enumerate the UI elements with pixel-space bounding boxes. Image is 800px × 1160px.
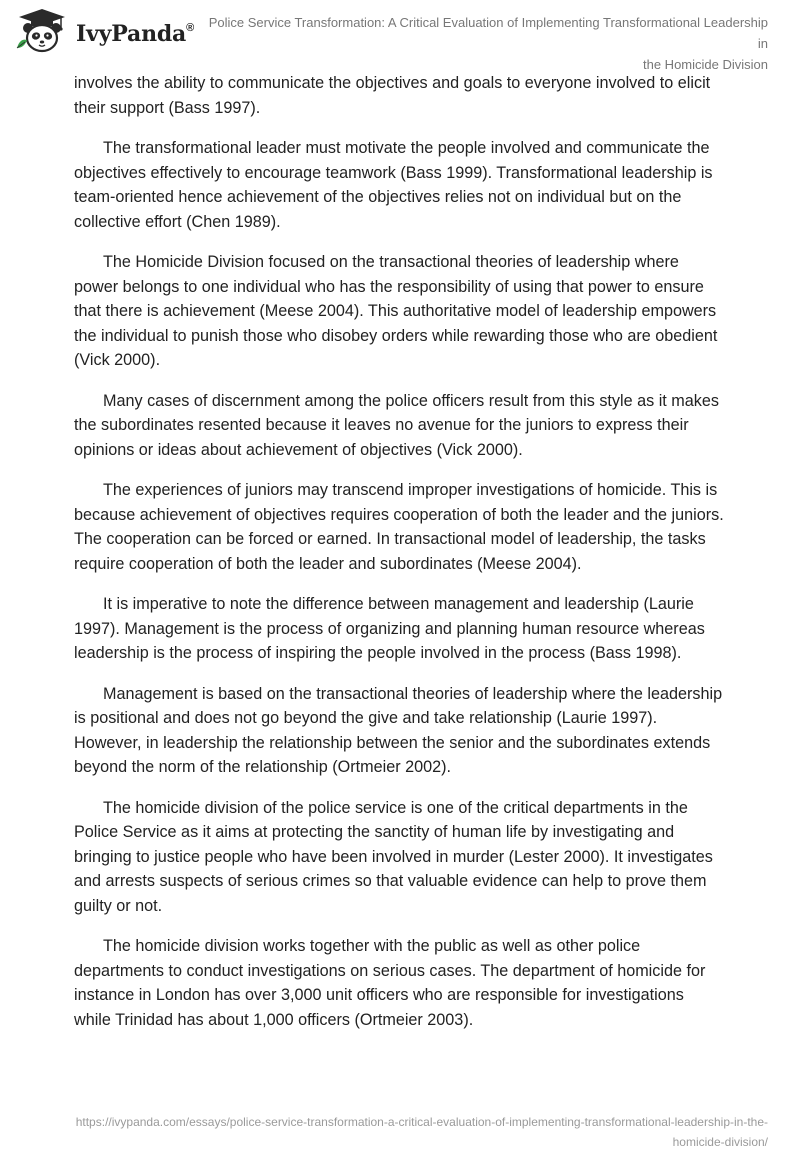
footer-url-line-1: https://ivypanda.com/essays/police-service-transformation-a-critical-evaluation-of-implementing-transformational-leadership-in-the- bbox=[75, 1115, 768, 1129]
paragraph: The Homicide Division focused on the transactional theories of leadership where power belongs to one individual who has the responsibility of using that power to ensure that there is achievement (Meese 2004). This authoritative model of leadership empowers the individual to punish those who disobey orders while rewarding those who are obedient (Vick 2000). bbox=[74, 253, 718, 369]
page-header bbox=[0, 0, 800, 72]
footer-url-line-2: homicide-division/ bbox=[672, 1135, 768, 1149]
paragraph: Many cases of discernment among the police officers result from this style as it makes the subordinates resented because it leaves no avenue for the juniors to express their opinions or ideas about achievement of objectives (Vick 2000). bbox=[74, 391, 719, 459]
paragraph: Management is based on the transactional theories of leadership where the leadership is positional and does not go beyond the give and take relationship (Laurie 1997). However, in leadership the relationship between the senior and the subordinates extends beyond the norm of the relationship (Ortmeier 2002). bbox=[74, 684, 723, 776]
document-title bbox=[208, 12, 768, 75]
paragraph: The homicide division of the police service is one of the critical departments in the Police Service as it aims at protecting the sanctity of human life by investigating and bringing to justice people who have been involved in murder (Lester 2000). It investigates and arrests suspects of serious crimes so that valuable evidence can help to prove them guilty or not. bbox=[74, 798, 713, 915]
document-title-line-1: Police Service Transformation: A Critical Evaluation of Implementing Transformational Leadership in bbox=[208, 15, 768, 51]
essay-body bbox=[74, 71, 724, 1048]
document-title-line-2: the Homicide Division bbox=[643, 57, 768, 72]
paragraph: It is imperative to note the difference between management and leadership (Laurie 1997). Management is the process of organizing and planning human resource whereas leadership is the process of inspiring the people involved in the process (Bass 1998). bbox=[74, 595, 705, 662]
paragraph: The homicide division works together with the public as well as other police departments to conduct investigations on serious cases. The department of homicide for instance in London has over 3,000 unit officers who are responsible for investigations while Trinidad has about 1,000 officers (Ortmeier 2003). bbox=[74, 937, 706, 1029]
page-footer-url[interactable] bbox=[28, 1112, 768, 1152]
logo-wordmark: IvyPanda® bbox=[76, 21, 195, 47]
panda-graduation-cap-icon bbox=[14, 8, 70, 56]
ivypanda-logo[interactable] bbox=[14, 8, 194, 56]
paragraph: involves the ability to communicate the objectives and goals to everyone involved to elicit their support (Bass 1997). bbox=[74, 74, 711, 117]
paragraph: The transformational leader must motivate the people involved and communicate the objectives effectively to encourage teamwork (Bass 1999). Transformational leadership is team-oriented hence achievement of the objectives relies not on individual but on the collective effort (Chen 1989). bbox=[74, 139, 713, 231]
paragraph: The experiences of juniors may transcend improper investigations of homicide. This is because achievement of objectives requires cooperation of both the leader and the juniors. The cooperation can be forced or earned. In transactional model of leadership, the tasks require cooperation of both the leader and subordinates (Meese 2004). bbox=[74, 481, 724, 573]
